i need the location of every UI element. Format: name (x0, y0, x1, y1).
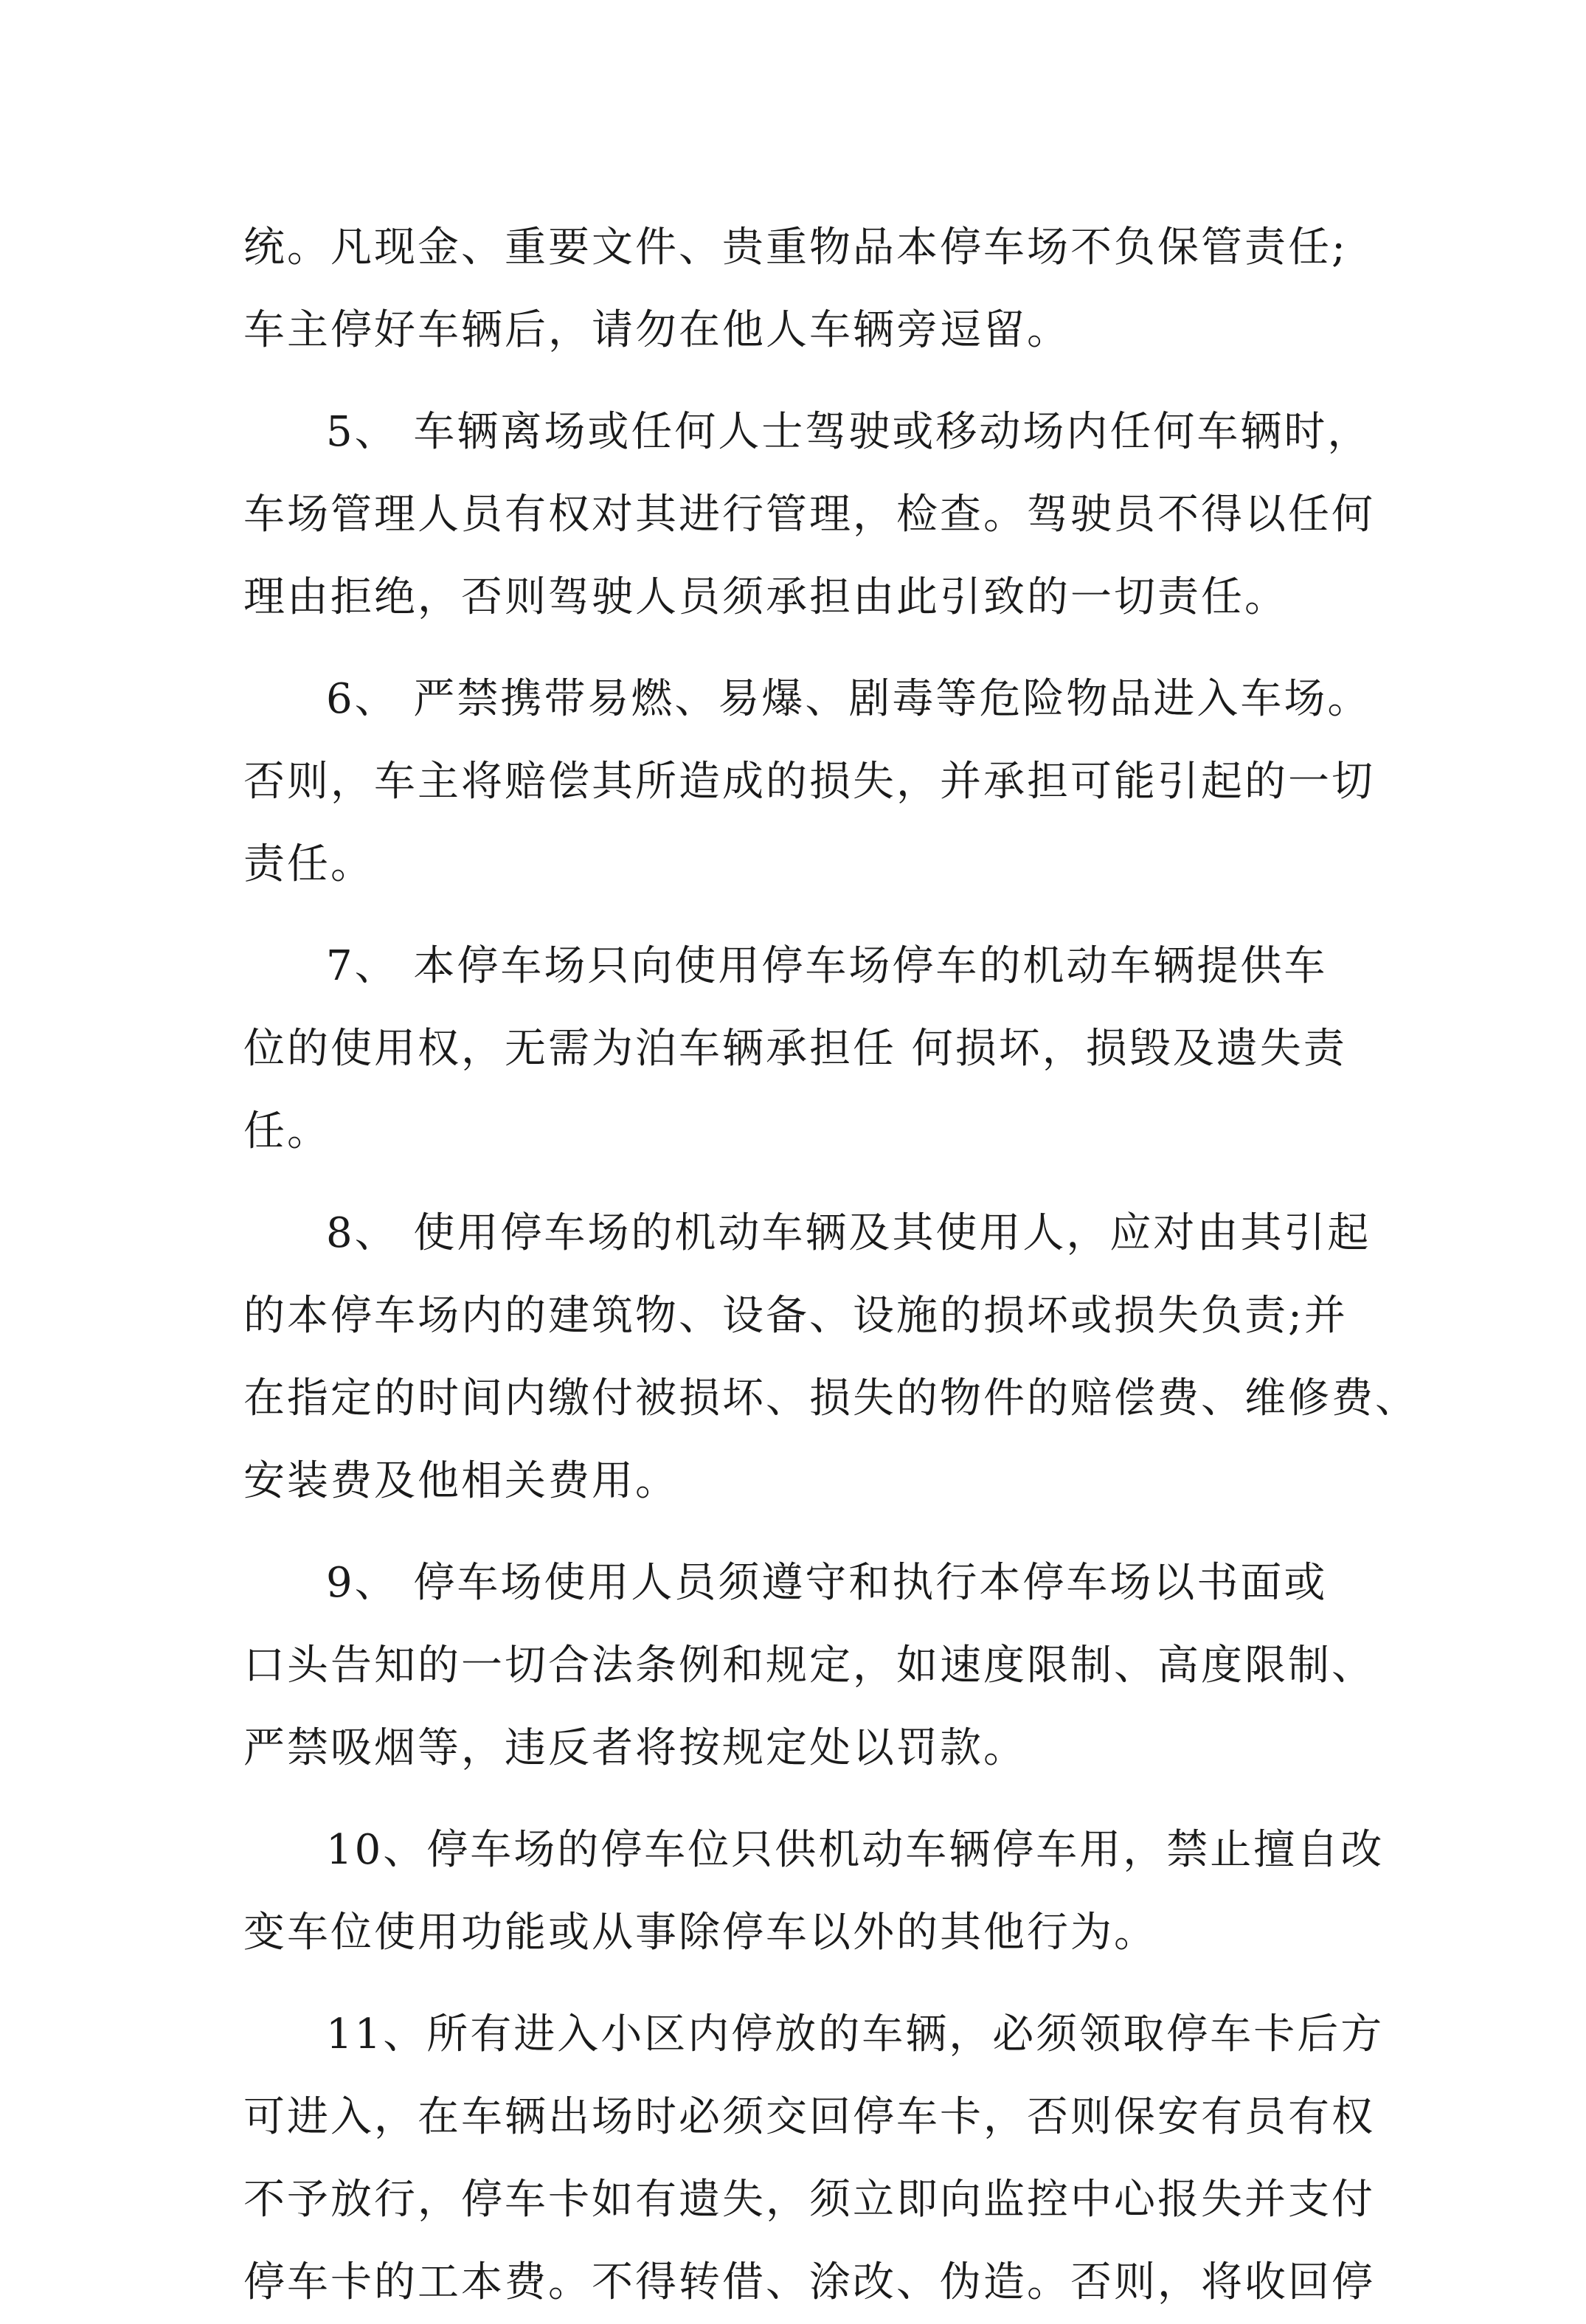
clause-11-start: 11、所有进入小区内停放的车辆，必须领取停车卡后方 (326, 2010, 1385, 2058)
text-line: 理由拒绝，否则驾驶人员须承担由此引致的一切责任。 (243, 573, 1288, 621)
text-line: 车场管理人员有权对其进行管理，检查。驾驶员不得以任何 (243, 491, 1375, 539)
clause-10-start: 10、停车场的停车位只供机动车辆停车用，禁止擅自改 (326, 1826, 1385, 1874)
clause-6-start: 6、 严禁携带易燃、易爆、剧毒等危险物品进入车场。 (326, 675, 1371, 723)
text-line: 位的使用权，无需为泊车辆承担任 何损坏，损毁及遗失责 (243, 1025, 1347, 1073)
text-line: 可进入，在车辆出场时必须交回停车卡，否则保安有员有权 (243, 2093, 1375, 2141)
text-line: 否则，车主将赔偿其所造成的损失，并承担可能引起的一切 (243, 758, 1375, 806)
text-line: 口头告知的一切合法条例和规定，如速度限制、高度限制、 (243, 1642, 1375, 1690)
text-line: 的本停车场内的建筑物、设备、设施的损坏或损失负责;并 (243, 1292, 1348, 1340)
text-line: 责任。 (243, 840, 374, 888)
text-line: 变车位使用功能或从事除停车以外的其他行为。 (243, 1909, 1157, 1957)
text-line: 停车卡的工本费。不得转借、涂改、伪造。否则，将收回停 (243, 2258, 1375, 2306)
clause-9-start: 9、 停车场使用人员须遵守和执行本停车场以书面或 (326, 1559, 1328, 1607)
text-line: 统。凡现金、重要文件、贵重物品本停车场不负保管责任; (243, 224, 1348, 272)
document-body (243, 207, 1419, 2324)
text-line: 安装费及他相关费用。 (243, 1457, 679, 1505)
clause-7-start: 7、 本停车场只向使用停车场停车的机动车辆提供车 (326, 942, 1328, 990)
text-line: 任。 (243, 1107, 330, 1155)
clause-8-start: 8、 使用停车场的机动车辆及其使用人，应对由其引起 (326, 1209, 1371, 1257)
text-line: 严禁吸烟等，违反者将按规定处以罚款。 (243, 1724, 1027, 1772)
text-line: 不予放行，停车卡如有遗失，须立即向监控中心报失并支付 (243, 2176, 1375, 2224)
text-line: 车主停好车辆后，请勿在他人车辆旁逗留。 (243, 306, 1070, 354)
clause-5-start: 5、 车辆离场或任何人士驾驶或移动场内任何车辆时， (326, 408, 1371, 456)
text-line: 在指定的时间内缴付被损坏、损失的物件的赔偿费、维修费、 (243, 1374, 1419, 1422)
